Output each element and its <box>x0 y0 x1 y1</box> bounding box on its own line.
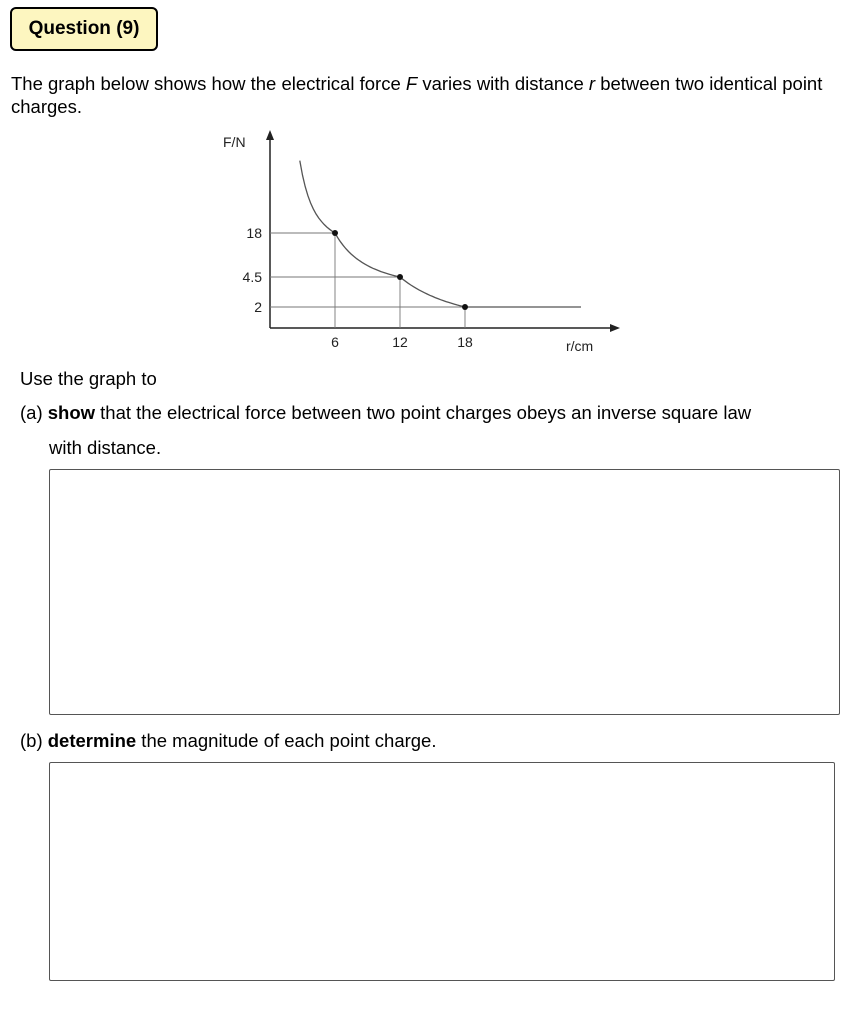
part-b-prompt <box>20 729 437 753</box>
question-number: Question (9) <box>28 18 140 39</box>
answer-box-b[interactable] <box>49 762 835 981</box>
question-badge <box>10 7 158 51</box>
part-a-text: that the electrical force between two point charges obeys an inverse square law <box>95 402 752 423</box>
part-a-prompt-cont: with distance. <box>49 437 162 458</box>
y-tick-labels <box>243 225 263 315</box>
y-tick-2: 2 <box>254 299 262 315</box>
part-a-command: show <box>47 402 96 423</box>
x-tick-0: 6 <box>331 334 339 350</box>
data-point-1 <box>397 274 403 280</box>
intro-text-3: between two identical point charges. <box>11 73 823 117</box>
x-tick-2: 18 <box>457 334 473 350</box>
intro-var-r: r <box>588 73 596 94</box>
intro-text-1: The graph below shows how the electrical force <box>11 73 406 94</box>
intro-text-2: varies with distance <box>417 73 589 94</box>
data-point-0 <box>332 230 338 236</box>
force-distance-graph <box>210 125 630 360</box>
x-tick-1: 12 <box>392 334 408 350</box>
x-axis-arrow <box>610 324 620 332</box>
y-axis-arrow <box>266 130 274 140</box>
part-a-prompt <box>20 401 751 425</box>
y-tick-1: 4.5 <box>242 269 262 285</box>
y-axis-label: F/N <box>223 134 246 150</box>
intro-var-f: F <box>405 73 418 94</box>
part-b-text: the magnitude of each point charge. <box>136 730 437 751</box>
part-b-label: (b) <box>20 730 48 751</box>
instruction-lead: Use the graph to <box>20 368 157 389</box>
part-b-command: determine <box>47 730 137 751</box>
force-curve <box>300 161 581 307</box>
question-intro <box>11 72 841 118</box>
data-point-2 <box>462 304 468 310</box>
x-axis-label: r/cm <box>566 338 594 354</box>
x-tick-labels <box>331 334 473 350</box>
part-a-label: (a) <box>20 402 48 423</box>
y-tick-0: 18 <box>246 225 262 241</box>
answer-box-a[interactable] <box>49 469 840 715</box>
guide-lines <box>270 233 465 328</box>
